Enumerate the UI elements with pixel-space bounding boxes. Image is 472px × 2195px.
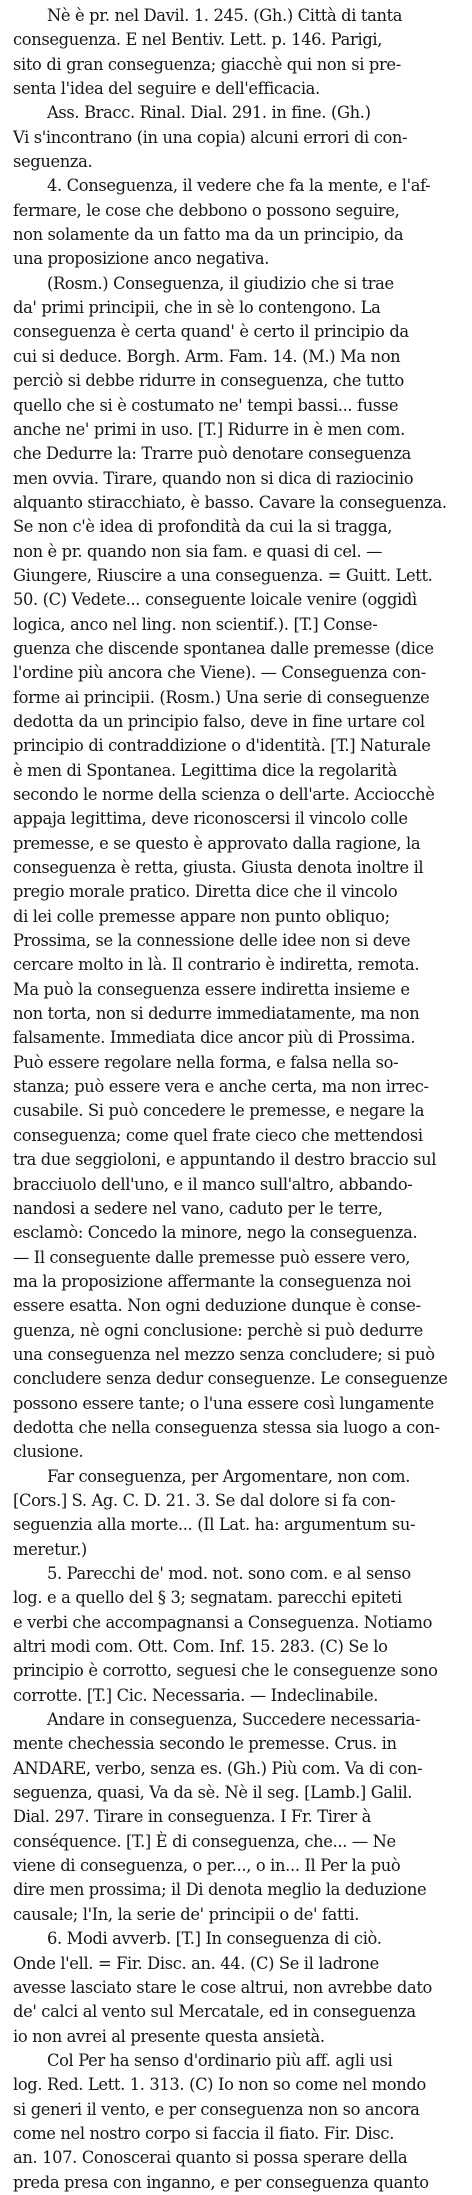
text-line: Onde l'ell. = Fir. Disc. an. 44. (C) Se il ladrone <box>13 1953 379 1973</box>
text-line: conseguenza; come quel frate cieco che mettendosi <box>13 1125 423 1145</box>
text-line: Giungere, Riuscire a una conseguenza. = Guitt. Lett. <box>13 565 433 585</box>
text-line: perciò si debbe ridurre in conseguenza, che tutto <box>13 371 404 391</box>
text-line: premesse, e se questo è approvato dalla ragione, la <box>13 833 421 853</box>
text-line: l'ordine più ancora che Viene). — Conseguenza con- <box>13 663 426 683</box>
text-line: fermare, le cose che debbono o possono seguire, <box>13 200 400 220</box>
text-line: è men di Spontanea. Legittima dice la regolarità <box>13 760 397 780</box>
text-line: log. Red. Lett. 1. 313. (C) Io non so come nel mondo <box>13 2075 426 2095</box>
text-line: ANDARE, verbo, senza es. (Gh.) Più com. Va di con- <box>13 1758 423 1778</box>
text-line: de' calci al vento sul Mercatale, ed in conseguenza <box>13 2002 416 2022</box>
text-line: Vi s'incontrano (in una copia) alcuni errori di con- <box>13 127 408 147</box>
text-line: non è pr. quando non sia fam. e quasi di cel. — <box>13 541 383 561</box>
text-line: 4. Conseguenza, il vedere che fa la mente, e l'af- <box>47 176 431 196</box>
text-line: clusione. <box>13 1442 84 1462</box>
text-line: appaja legittima, deve riconoscersi il vincolo colle <box>13 809 408 829</box>
text-line: non torta, non si dedurre immediatamente, ma non <box>13 1004 420 1024</box>
text-line: guenza che discende spontanea dalle premesse (dice <box>13 638 434 658</box>
text-line: e verbi che accompagnansi a Conseguenza. Notiamo <box>13 1612 433 1632</box>
text-line: forme ai principii. (Rosm.) Una serie di conseguenze <box>13 687 430 707</box>
text-line: dire men prossima; il Di denota meglio la deduzione <box>13 1880 427 1900</box>
text-line: una conseguenza nel mezzo senza concludere; si può <box>13 1344 435 1364</box>
text-line: possono essere tante; o l'una essere così lungamente <box>13 1393 434 1413</box>
text-line: log. e a quello del § 3; segnatam. parecchi epiteti <box>13 1588 402 1608</box>
text-line: seguenza. <box>13 152 93 172</box>
text-line: dedotta che nella conseguenza stessa sia luogo a con- <box>13 1417 440 1437</box>
text-line: Può essere regolare nella forma, e falsa nella so- <box>13 1052 399 1072</box>
text-line: conseguenza è retta, giusta. Giusta denota inoltre il <box>13 858 424 878</box>
text-line: conséquence. [T.] È di conseguenza, che... — Ne <box>13 1831 396 1851</box>
text-line: una proposizione anco negativa. <box>13 249 270 269</box>
text-line: Ma può la conseguenza essere indiretta insieme e <box>13 979 410 999</box>
text-line: logica, anco nel ling. non scientif.). [T.] Conse- <box>13 614 378 634</box>
text-line: senta l'idea del seguire e dell'efficacia. <box>13 79 320 99</box>
text-line: da' primi principii, che in sè lo contengono. La <box>13 298 381 318</box>
text-line: 5. Parecchi de' mod. not. sono com. e al senso <box>47 1564 411 1583</box>
text-line: Se non c'è idea di profondità da cui la si tragga, <box>13 517 393 537</box>
text-line: cui si deduce. Borgh. Arm. Fam. 14. (M.) Ma non <box>13 346 401 366</box>
text-line: causale; l'In, la serie de' principii o de' fatti. <box>13 1904 360 1924</box>
text-line: cercare molto in là. Il contrario è indiretta, remota. <box>13 955 420 975</box>
text-line: principio di contraddizione o d'identità. [T.] Naturale <box>13 736 431 756</box>
text-line: che Dedurre la: Trarre può denotare conseguenza <box>13 444 412 464</box>
text-line: si generi il vento, e per conseguenza non so ancora <box>13 2099 420 2119</box>
text-line: bracciuolo dell'uno, e il manco sull'altro, abbando- <box>13 1174 413 1194</box>
text-line: di lei colle premesse appare non punto obliquo; <box>13 906 390 926</box>
text-line: preda presa con inganno, e per conseguenza quanto <box>13 2172 429 2192</box>
text-line: concludere senza dedur conseguenze. Le conseguenze <box>13 1369 448 1389</box>
text-line: 6. Modi avverb. [T.] In conseguenza di ciò. <box>47 1929 382 1949</box>
text-line: come nel nostro corpo si faccia il fiato. Fir. Disc. <box>13 2123 395 2143</box>
text-line: Ass. Bracc. Rinal. Dial. 291. in fine. (Gh.) <box>47 103 371 123</box>
text-line: io non avrei al presente questa ansietà. <box>13 2026 325 2046</box>
text-line: Col Per ha senso d'ordinario più aff. agli usi <box>47 2050 393 2070</box>
text-line: seguenzia alla morte... (Il Lat. ha: argumentum su- <box>13 1515 416 1535</box>
text-line: cusabile. Si può concedere le premesse, e negare la <box>13 1101 425 1121</box>
text-line: corrotte. [T.] Cic. Necessaria. — Indeclinabile. <box>13 1685 379 1705</box>
text-line: anche ne' primi in uso. [T.] Ridurre in è men com. <box>13 419 405 439</box>
text-line: meretur.) <box>13 1539 87 1559</box>
text-line: (Rosm.) Conseguenza, il giudizio che si trae <box>47 273 394 293</box>
text-line: men ovvia. Tirare, quando non si dica di raziocinio <box>13 468 414 488</box>
text-line: alquanto stiracchiato, è basso. Cavare la conseguenza. <box>13 492 447 512</box>
text-line: mente chechessia secondo le premesse. Crus. in <box>13 1734 397 1754</box>
text-line: stanza; può essere vera e anche certa, ma non irrec- <box>13 1077 429 1097</box>
text-line: guenza, nè ogni conclusione: perchè si può dedurre <box>13 1320 423 1340</box>
text-line: avesse lasciato stare le cose altrui, non avrebbe dato <box>13 1977 432 1997</box>
text-line: [Cors.] S. Ag. C. D. 21. 3. Se dal dolore si fa con- <box>13 1490 396 1510</box>
text-line: seguenza, quasi, Va da sè. Nè il seg. [Lamb.] Galil. <box>13 1783 413 1803</box>
text-line: conseguenza. E nel Bentiv. Lett. p. 146. Parigi, <box>13 30 383 50</box>
text-line: nandosi a sedere nel vano, caduto per le terre, <box>13 1198 383 1218</box>
text-line: falsamente. Immediata dice ancor più di Prossima. <box>13 1028 416 1048</box>
text-line: dedotta da un principio falso, deve in fine urtare col <box>13 711 425 731</box>
text-line: Andare in conseguenza, Succedere necessaria- <box>47 1710 421 1730</box>
text-line: altri modi com. Ott. Com. Inf. 15. 283. (C) Se lo <box>13 1637 388 1657</box>
text-line: ma la proposizione affermante la conseguenza noi <box>13 1271 411 1291</box>
text-line: Dial. 297. Tirare in conseguenza. I Fr. Tirer à <box>13 1807 371 1827</box>
text-line: secondo le norme della scienza o dell'arte. Acciocchè <box>13 785 435 804</box>
text-line: quello che si è costumato ne' tempi bassi... fusse <box>13 395 399 415</box>
text-line: Prossima, se la connessione delle idee non si deve <box>13 931 411 951</box>
text-line: Far conseguenza, per Argomentare, non com. <box>47 1466 411 1486</box>
text-line: Nè è pr. nel Davil. 1. 245. (Gh.) Città di tanta <box>47 6 403 25</box>
text-line: essere esatta. Non ogni deduzione dunque è conse- <box>13 1296 421 1316</box>
text-line: pregio morale pratico. Diretta dice che il vincolo <box>13 882 398 902</box>
text-line: principio è corrotto, seguesi che le conseguenze sono <box>13 1661 438 1681</box>
text-line: an. 107. Conoscerai quanto si possa sperare della <box>13 2148 408 2168</box>
text-line: viene di conseguenza, o per..., o in... Il Per la può <box>13 1856 401 1876</box>
text-line: conseguenza è certa quand' è certo il principio da <box>13 322 409 342</box>
text-line: sito di gran conseguenza; giacchè qui non si pre- <box>13 54 401 74</box>
text-line: non solamente da un fatto ma da un principio, da <box>13 225 404 245</box>
text-line: tra due seggioloni, e appuntando il destro braccio sul <box>13 1150 437 1170</box>
text-line: 50. (C) Vedete... conseguente loicale venire (oggidì <box>13 590 417 610</box>
text-line: — Il conseguente dalle premesse può essere vero, <box>13 1247 411 1267</box>
text-line: esclamò: Concedo la minore, nego la conseguenza. <box>13 1223 418 1243</box>
